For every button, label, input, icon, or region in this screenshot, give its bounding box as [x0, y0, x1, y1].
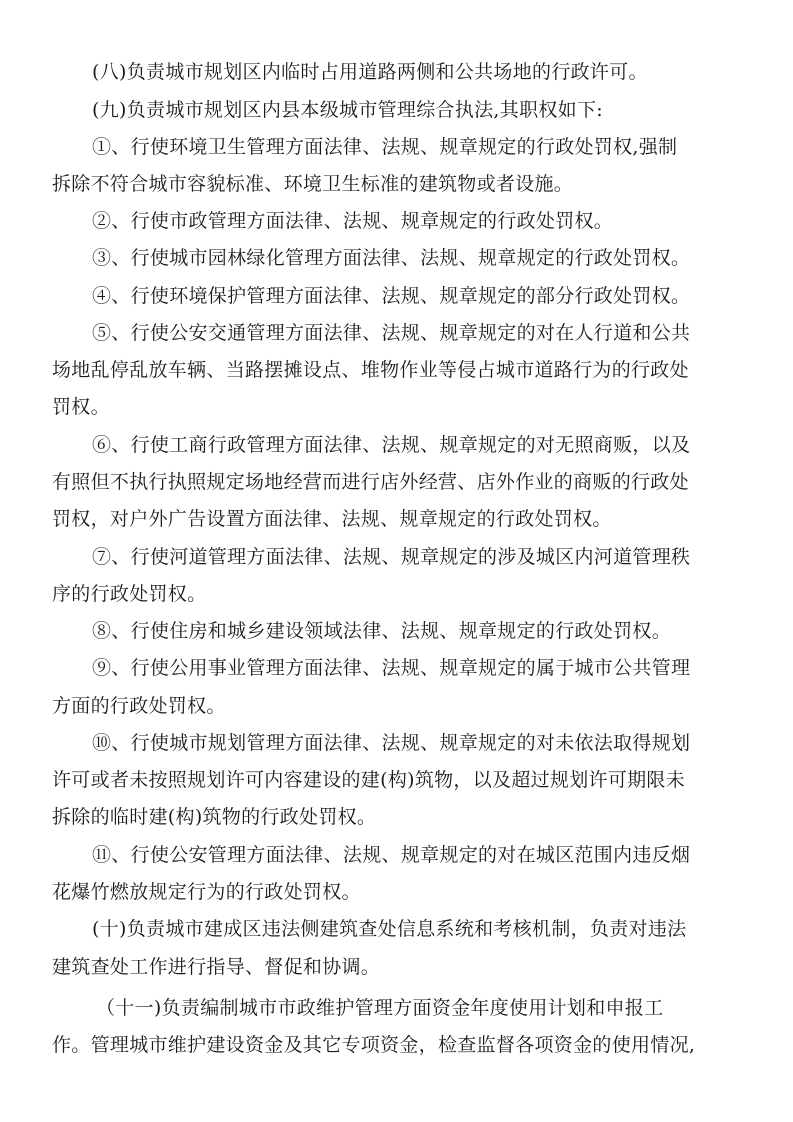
item-5-line-1: ⑤、行使公安交通管理方面法律、法规、规章规定的对在人行道和公共 [92, 322, 691, 344]
item-9-line-2: 方面的行政处罚权。 [52, 695, 226, 717]
item-6-line-1: ⑥、行使工商行政管理方面法律、法规、规章规定的对无照商贩，以及 [92, 434, 691, 456]
item-2-line-1: ②、行使市政管理方面法律、法规、规章规定的行政处罚权。 [92, 210, 614, 232]
item-11-line-2: 花爆竹燃放规定行为的行政处罚权。 [52, 881, 361, 903]
item-10-line-1: ⑩、行使城市规划管理方面法律、法规、规章规定的对未依法取得规划 [92, 732, 691, 754]
item-7-line-1: ⑦、行使河道管理方面法律、法规、规章规定的涉及城区内河道管理秩 [92, 546, 691, 568]
paragraph-10-line-1: (十)负责城市建成区违法侧建筑查处信息系统和考核机制，负责对违法 [92, 918, 687, 940]
paragraph-9-line-1: (九)负责城市规划区内县本级城市管理综合执法,其职权如下: [92, 99, 603, 121]
item-1-line-1: ①、行使环境卫生管理方面法律、法规、规章规定的行政处罚权,强制 [92, 136, 678, 158]
item-4-line-1: ④、行使环境保护管理方面法律、法规、规章规定的部分行政处罚权。 [92, 285, 691, 307]
item-11-line-1: ⑪、行使公安管理方面法律、法规、规章规定的对在城区范围内违反烟 [92, 844, 691, 866]
item-9-line-1: ⑨、行使公用事业管理方面法律、法规、规章规定的属于城市公共管理 [92, 657, 691, 679]
item-6-line-2: 有照但不执行执照规定场地经营而进行店外经营、店外作业的商贩的行政处 [52, 471, 689, 493]
item-6-line-3: 罚权，对户外广告设置方面法律、法规、规章规定的行政处罚权。 [52, 508, 612, 530]
paragraph-11-line-2: 作。管理城市维护建设资金及其它专项资金，检查监督各项资金的使用情况, [52, 1034, 696, 1056]
item-5-line-2: 场地乱停乱放车辆、当路摆摊设点、堆物作业等侵占城市道路行为的行政处 [52, 359, 689, 381]
item-3-line-1: ③、行使城市园林绿化管理方面法律、法规、规章规定的行政处罚权。 [92, 247, 691, 269]
item-5-line-3: 罚权。 [52, 396, 110, 418]
paragraph-8-line-1: (八)负责城市规划区内临时占用道路两侧和公共场地的行政许可。 [92, 61, 648, 83]
paragraph-11-line-1: （十一)负责编制城市市政维护管理方面资金年度使用计划和申报工 [96, 997, 664, 1019]
item-10-line-2: 许可或者未按照规划许可内容建设的建(构)筑物，以及超过规划许可期限未 [52, 769, 686, 791]
paragraph-10-line-2: 建筑查处工作进行指导、督促和协调。 [52, 956, 381, 978]
item-1-line-2: 拆除不符合城市容貌标准、环境卫生标准的建筑物或者设施。 [52, 173, 574, 195]
item-10-line-3: 拆除的临时建(构)筑物的行政处罚权。 [52, 806, 377, 828]
item-7-line-2: 序的行政处罚权。 [52, 583, 207, 605]
item-8-line-1: ⑧、行使住房和城乡建设领域法律、法规、规章规定的行政处罚权。 [92, 620, 672, 642]
